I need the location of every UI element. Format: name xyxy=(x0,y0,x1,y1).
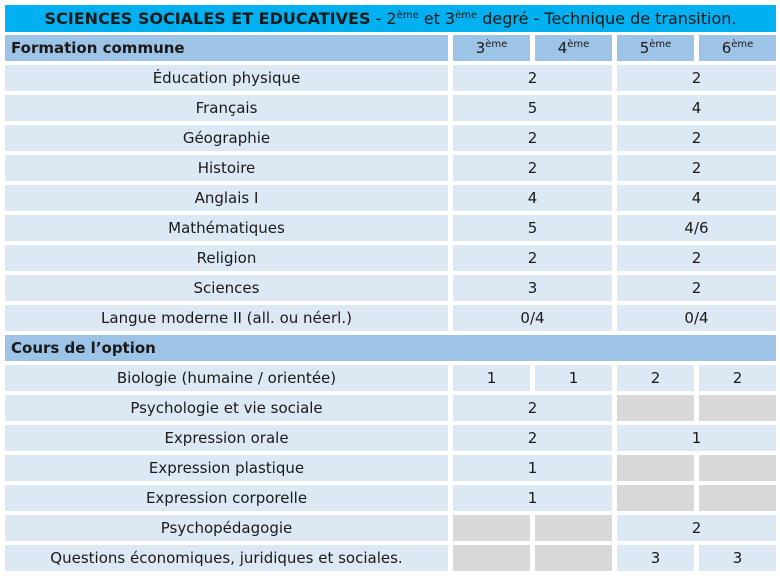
hours-degree-3: 2 xyxy=(617,125,776,151)
hours-degree-3: 2 xyxy=(617,515,776,541)
course-label: Psychologie et vie sociale xyxy=(5,395,448,421)
hours-degree-3: 4 xyxy=(617,185,776,211)
hours-degree-2: 2 xyxy=(453,65,612,91)
hours-degree-3: 1 xyxy=(617,425,776,451)
course-label: Géographie xyxy=(5,125,448,151)
table-title xyxy=(5,5,776,32)
section-header-cours-option: Cours de l’option xyxy=(5,335,776,361)
empty-cell xyxy=(617,455,694,481)
hours-degree-2: 5 xyxy=(453,95,612,121)
hours-year-6: 3 xyxy=(699,545,776,571)
empty-cell xyxy=(617,395,694,421)
hours-degree-2: 2 xyxy=(453,395,612,421)
year-header-6 xyxy=(699,35,776,61)
year-num: 4 xyxy=(557,39,568,57)
hours-degree-3: 2 xyxy=(617,155,776,181)
title-part: et 3 xyxy=(418,9,456,28)
course-label: Mathématiques xyxy=(5,215,448,241)
hours-year-5: 2 xyxy=(617,365,694,391)
section-header-formation-commune: Formation commune xyxy=(5,35,448,61)
hours-degree-3: 2 xyxy=(617,65,776,91)
empty-cell xyxy=(535,545,612,571)
hours-degree-2: 2 xyxy=(453,155,612,181)
title-bold: SCIENCES SOCIALES ET EDUCATIVES xyxy=(44,9,371,28)
hours-degree-3: 2 xyxy=(617,245,776,271)
hours-degree-2: 1 xyxy=(453,485,612,511)
hours-degree-2: 4 xyxy=(453,185,612,211)
course-label: Anglais I xyxy=(5,185,448,211)
hours-degree-2: 0/4 xyxy=(453,305,612,331)
hours-degree-2: 2 xyxy=(453,425,612,451)
title-part: - 2 xyxy=(370,9,397,28)
hours-degree-2: 3 xyxy=(453,275,612,301)
hours-degree-2: 1 xyxy=(453,455,612,481)
year-sup: ème xyxy=(731,39,754,50)
year-header-3 xyxy=(453,35,530,61)
empty-cell xyxy=(453,545,530,571)
year-header-4 xyxy=(535,35,612,61)
year-sup: ème xyxy=(567,39,590,50)
empty-cell xyxy=(699,455,776,481)
course-label: Français xyxy=(5,95,448,121)
course-label: Sciences xyxy=(5,275,448,301)
course-label: Religion xyxy=(5,245,448,271)
year-num: 6 xyxy=(721,39,732,57)
hours-degree-3: 4/6 xyxy=(617,215,776,241)
year-sup: ème xyxy=(485,39,508,50)
course-label: Expression corporelle xyxy=(5,485,448,511)
year-num: 3 xyxy=(475,39,486,57)
course-label: Biologie (humaine / orientée) xyxy=(5,365,448,391)
hours-degree-3: 0/4 xyxy=(617,305,776,331)
course-label: Questions économiques, juridiques et sociales. xyxy=(5,545,448,571)
year-sup: ème xyxy=(649,39,672,50)
empty-cell xyxy=(535,515,612,541)
empty-cell xyxy=(617,485,694,511)
hours-year-3: 1 xyxy=(453,365,530,391)
year-header-5 xyxy=(617,35,694,61)
course-label: Histoire xyxy=(5,155,448,181)
hours-degree-2: 5 xyxy=(453,215,612,241)
course-label: Expression plastique xyxy=(5,455,448,481)
title-sup: ème xyxy=(396,10,419,21)
course-label: Éducation physique xyxy=(5,65,448,91)
year-num: 5 xyxy=(639,39,650,57)
title-part: degré - Technique de transition. xyxy=(477,9,737,28)
course-label: Psychopédagogie xyxy=(5,515,448,541)
course-label: Langue moderne II (all. ou néerl.) xyxy=(5,305,448,331)
title-sup: ème xyxy=(455,10,478,21)
hours-degree-3: 2 xyxy=(617,275,776,301)
hours-year-4: 1 xyxy=(535,365,612,391)
course-label: Expression orale xyxy=(5,425,448,451)
hours-year-6: 2 xyxy=(699,365,776,391)
hours-degree-2: 2 xyxy=(453,245,612,271)
empty-cell xyxy=(699,485,776,511)
hours-degree-2: 2 xyxy=(453,125,612,151)
hours-degree-3: 4 xyxy=(617,95,776,121)
hours-year-5: 3 xyxy=(617,545,694,571)
empty-cell xyxy=(453,515,530,541)
empty-cell xyxy=(699,395,776,421)
